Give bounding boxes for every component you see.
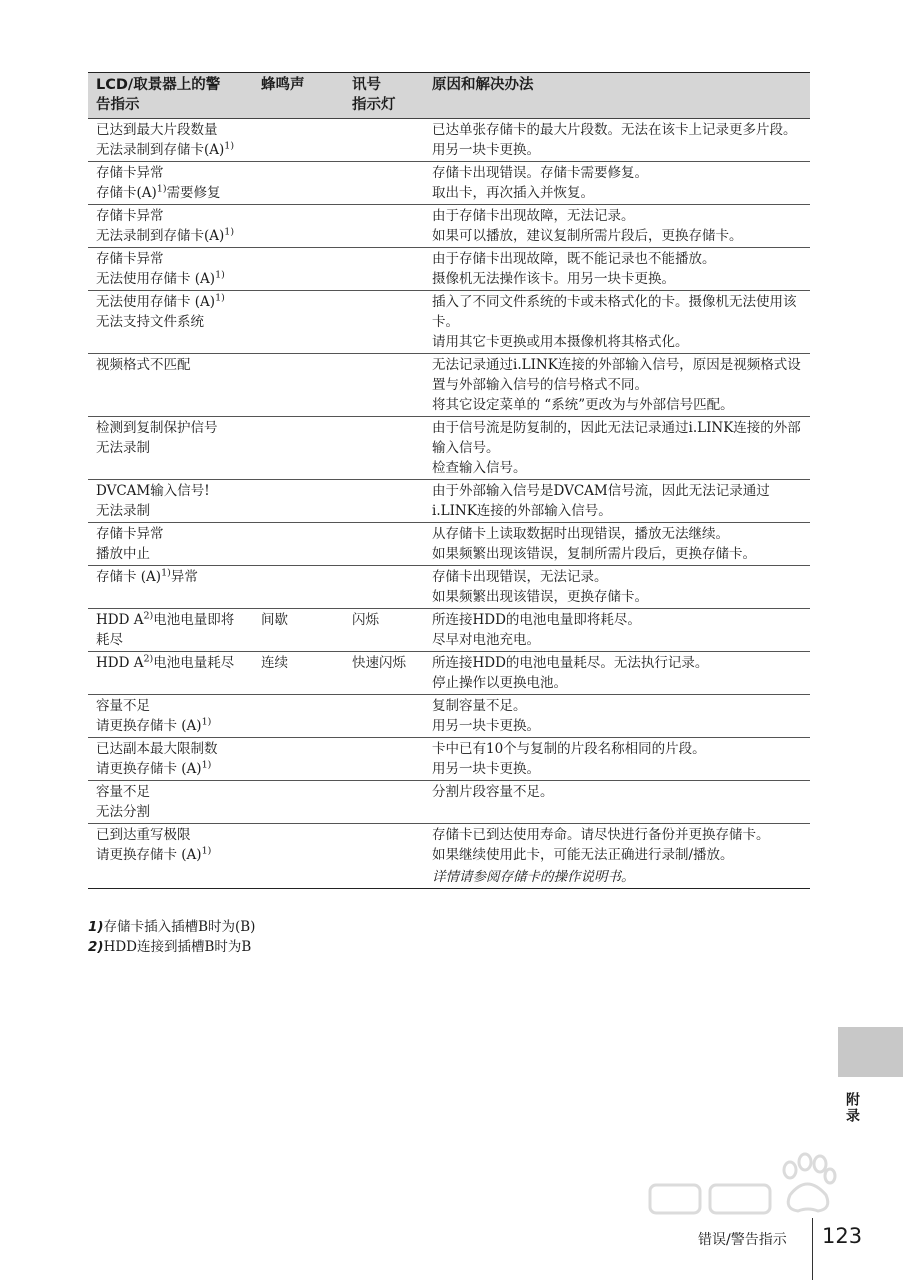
message-text: 容量不足 [96, 784, 150, 800]
display-message-cell [88, 738, 253, 780]
message-text: 容量不足 [96, 698, 150, 714]
reference-note: 详情请参阅存储卡的操作说明书。 [432, 869, 635, 885]
beep-cell [253, 205, 344, 247]
tally-lamp-cell [344, 695, 424, 737]
message-line [96, 249, 249, 269]
tally-lamp-cell [344, 781, 424, 823]
table-row [88, 248, 810, 291]
message-text: HDD A [96, 655, 144, 671]
paw-watermark-icon [640, 1150, 855, 1230]
solution-line: 尽早对电池充电。 [432, 632, 540, 648]
message-line [96, 438, 249, 458]
header-col1-line: LCD/取景器上的警 [96, 77, 221, 93]
beep-cell [253, 291, 344, 353]
solution-line: 插入了不同文件系统的卡或未格式化的卡。摄像机无法使用该卡。 [432, 294, 797, 330]
message-text-tail: 电池电量耗尽 [153, 655, 235, 671]
cause-solution-cell [424, 738, 810, 780]
beep-cell: 间歇 [261, 612, 288, 628]
solution-line: 如果频繁出现该错误，更换存储卡。 [432, 589, 648, 605]
footnote-text: HDD连接到插槽B时为B [103, 939, 252, 955]
beep-cell [253, 417, 344, 479]
display-message-cell [88, 523, 253, 565]
message-line [96, 312, 249, 332]
table-row [88, 162, 810, 205]
solution-line: 由于存储卡出现故障，无法记录。 [432, 208, 635, 224]
tally-lamp-cell [344, 824, 424, 888]
solution-line: 存储卡出现错误，无法记录。 [432, 569, 608, 585]
tally-lamp-cell [344, 162, 424, 204]
footnote-ref: 1) [201, 759, 212, 771]
footnote-ref: 1) [156, 183, 167, 195]
header-display-message [88, 73, 253, 118]
footnote-1 [88, 918, 255, 937]
message-text: 耗尽 [96, 632, 123, 648]
message-line [96, 418, 249, 438]
display-message-cell [88, 480, 253, 522]
message-text: 请更换存储卡 (A) [96, 761, 202, 777]
message-line [96, 782, 249, 802]
footnote-mark: 2) [88, 939, 104, 955]
table-row [88, 652, 810, 695]
solution-line: 由于外部输入信号是DVCAM信号流，因此无法记录通过i.LINK连接的外部输入信号。 [432, 483, 770, 519]
solution-line: 分割片段容量不足。 [432, 784, 554, 800]
footnote-ref: 1) [215, 269, 225, 281]
message-text: 存储卡异常 [96, 165, 164, 181]
message-line [96, 610, 249, 630]
beep-cell [253, 162, 344, 204]
solution-line: 用另一块卡更换。 [432, 718, 540, 734]
beep-cell [253, 824, 344, 888]
cause-solution-cell [424, 695, 810, 737]
solution-line: 用另一块卡更换。 [432, 761, 540, 777]
footnote-ref: 2) [143, 653, 154, 665]
table-row [88, 824, 810, 888]
solution-line: 复制容量不足。 [432, 698, 527, 714]
message-text: 无法使用存储卡 (A) [96, 271, 216, 287]
solution-line: 所连接HDD的电池电量耗尽。无法执行记录。 [432, 655, 709, 671]
table-row [88, 417, 810, 480]
cause-solution-cell [424, 480, 810, 522]
message-line [96, 501, 249, 521]
cause-solution-cell [424, 566, 810, 608]
solution-line: 将其它设定菜单的 “系统”更改为与外部信号匹配。 [432, 397, 734, 413]
cause-solution-cell [424, 652, 810, 694]
footnote-ref: 1) [201, 716, 212, 728]
solution-line: 从存储卡上读取数据时出现错误，播放无法继续。 [432, 526, 729, 542]
solution-line: 无法记录通过i.LINK连接的外部输入信号，原因是视频格式设置与外部输入信号的信号格式不同。 [432, 357, 801, 393]
message-line [96, 653, 249, 673]
display-message-cell [88, 162, 253, 204]
tally-lamp-cell [344, 205, 424, 247]
table-body [88, 119, 810, 888]
section-tab-label: 附录 [844, 1092, 860, 1124]
display-message-cell [88, 781, 253, 823]
footer-section-title: 错误/警告指示 [698, 1232, 787, 1248]
solution-line: 卡中已有10个与复制的片段名称相同的片段。 [432, 741, 706, 757]
message-line [96, 716, 249, 736]
message-text: 请更换存储卡 (A) [96, 847, 202, 863]
cause-solution-cell [424, 205, 810, 247]
beep-cell [253, 566, 344, 608]
display-message-cell [88, 248, 253, 290]
footnote-ref: 1) [224, 226, 235, 238]
message-text: 存储卡异常 [96, 526, 164, 542]
message-line [96, 269, 249, 289]
table-header [88, 72, 810, 119]
beep-cell: 连续 [261, 655, 288, 671]
message-text: HDD A [96, 612, 144, 628]
message-text: 无法录制 [96, 503, 150, 519]
cause-solution-cell [424, 781, 810, 823]
message-text: 检测到复制保护信号 [96, 420, 218, 436]
display-message-cell [88, 354, 253, 416]
display-message-cell [88, 205, 253, 247]
table-row [88, 695, 810, 738]
message-line [96, 696, 249, 716]
footnote-ref: 1) [161, 567, 171, 579]
solution-line: 请用其它卡更换或用本摄像机将其格式化。 [432, 334, 689, 350]
display-message-cell [88, 652, 253, 694]
table-row [88, 119, 810, 162]
message-text: 播放中止 [96, 546, 150, 562]
message-line [96, 120, 249, 140]
solution-line: 摄像机无法操作该卡。用另一块卡更换。 [432, 271, 675, 287]
tally-lamp-cell [344, 738, 424, 780]
cause-solution-cell [424, 248, 810, 290]
solution-line: 已达单张存储卡的最大片段数。无法在该卡上记录更多片段。 [432, 122, 797, 138]
message-line [96, 524, 249, 544]
tally-lamp-cell [344, 119, 424, 161]
solution-line: 存储卡出现错误。存储卡需要修复。 [432, 165, 648, 181]
message-line [96, 183, 249, 203]
message-line [96, 630, 249, 650]
message-line [96, 802, 249, 822]
solution-line: 由于信号流是防复制的，因此无法记录通过i.LINK连接的外部输入信号。 [432, 420, 801, 456]
table-row [88, 205, 810, 248]
header-cause-solution: 原因和解决办法 [432, 77, 534, 93]
message-line [96, 226, 249, 246]
message-line [96, 845, 249, 865]
message-line [96, 544, 249, 564]
footnote-ref: 1) [215, 292, 225, 304]
solution-line: 取出卡，再次插入并恢复。 [432, 185, 594, 201]
message-line [96, 739, 249, 759]
table-row [88, 738, 810, 781]
display-message-cell [88, 824, 253, 888]
tally-lamp-cell: 闪烁 [352, 612, 379, 628]
cause-solution-cell [424, 119, 810, 161]
message-text: 已达到最大片段数量 [96, 122, 218, 138]
cause-solution-cell [424, 162, 810, 204]
solution-line: 所连接HDD的电池电量即将耗尽。 [432, 612, 641, 628]
header-beep: 蜂鸣声 [261, 77, 305, 93]
tally-lamp-cell [344, 523, 424, 565]
solution-line: 用另一块卡更换。 [432, 142, 540, 158]
message-line [96, 481, 249, 501]
table-row [88, 480, 810, 523]
message-line [96, 163, 249, 183]
message-text-tail: 电池电量即将 [153, 612, 235, 628]
beep-cell [253, 738, 344, 780]
message-text: 请更换存储卡 (A) [96, 718, 202, 734]
message-text-tail: 需要修复 [166, 185, 221, 201]
message-line [96, 825, 249, 845]
tally-lamp-cell [344, 417, 424, 479]
message-text: 视频格式不匹配 [96, 357, 191, 373]
solution-line: 停止操作以更换电池。 [432, 675, 567, 691]
cause-solution-cell [424, 417, 810, 479]
solution-line: 如果频繁出现该错误，复制所需片段后，更换存储卡。 [432, 546, 756, 562]
display-message-cell [88, 695, 253, 737]
message-text: 无法录制 [96, 440, 150, 456]
table-row [88, 291, 810, 354]
display-message-cell [88, 566, 253, 608]
message-text: 无法支持文件系统 [96, 314, 204, 330]
footnote-text: 存储卡插入插槽B时为(B) [103, 919, 256, 935]
tally-lamp-cell [344, 480, 424, 522]
message-text: 存储卡异常 [96, 208, 164, 224]
message-line [96, 567, 249, 587]
message-line [96, 759, 249, 779]
footnote-ref: 2) [143, 610, 154, 622]
message-text: 存储卡 (A) [96, 569, 162, 585]
message-text: 无法使用存储卡 (A) [96, 294, 216, 310]
message-text: 存储卡异常 [96, 251, 164, 267]
cause-solution-cell [424, 609, 810, 651]
message-line [96, 140, 249, 160]
section-tab-marker [838, 1027, 903, 1077]
cause-solution-cell [424, 354, 810, 416]
message-text-tail: 异常 [170, 569, 198, 585]
tally-lamp-cell [344, 248, 424, 290]
display-message-cell [88, 119, 253, 161]
tally-lamp-cell [344, 291, 424, 353]
beep-cell [253, 480, 344, 522]
message-text: 无法录制到存储卡(A) [96, 228, 225, 244]
beep-cell [253, 248, 344, 290]
solution-line: 由于存储卡出现故障，既不能记录也不能播放。 [432, 251, 716, 267]
tally-lamp-cell: 快速闪烁 [352, 655, 406, 671]
table-row [88, 523, 810, 566]
solution-line: 检查输入信号。 [432, 460, 527, 476]
message-line [96, 206, 249, 226]
tally-lamp-cell [344, 354, 424, 416]
solution-line: 存储卡已到达使用寿命。请尽快进行备份并更换存储卡。 [432, 827, 770, 843]
beep-cell [253, 781, 344, 823]
cause-solution-cell [424, 291, 810, 353]
message-line [96, 292, 249, 312]
beep-cell [253, 119, 344, 161]
footnote-2 [88, 938, 251, 957]
message-text: DVCAM输入信号! [96, 483, 210, 499]
beep-cell [253, 523, 344, 565]
solution-line: 如果继续使用此卡，可能无法正确进行录制/播放。 [432, 847, 734, 863]
table-row [88, 781, 810, 824]
footnote-ref: 1) [224, 140, 235, 152]
table-row [88, 566, 810, 609]
display-message-cell [88, 609, 253, 651]
display-message-cell [88, 417, 253, 479]
footnote-mark: 1) [88, 919, 104, 935]
message-text: 已达副本最大限制数 [96, 741, 218, 757]
message-text: 无法录制到存储卡(A) [96, 142, 225, 158]
header-col3-line: 指示灯 [352, 97, 396, 113]
cause-solution-cell [424, 523, 810, 565]
message-text: 存储卡(A) [96, 185, 157, 201]
page-number: 123 [822, 1224, 863, 1248]
beep-cell [253, 354, 344, 416]
beep-cell [253, 695, 344, 737]
table-row [88, 609, 810, 652]
message-line [96, 355, 249, 375]
cause-solution-cell [424, 824, 810, 888]
tally-lamp-cell [344, 566, 424, 608]
footnote-ref: 1) [201, 845, 212, 857]
header-col3-line: 讯号 [352, 77, 381, 93]
display-message-cell [88, 291, 253, 353]
message-text: 已到达重写极限 [96, 827, 191, 843]
solution-line: 如果可以播放，建议复制所需片段后，更换存储卡。 [432, 228, 743, 244]
message-text: 无法分割 [96, 804, 150, 820]
warning-table [88, 72, 810, 889]
header-tally-lamp [344, 73, 424, 118]
table-row [88, 354, 810, 417]
header-col1-line: 告指示 [96, 97, 140, 113]
footer-divider [812, 1218, 813, 1280]
